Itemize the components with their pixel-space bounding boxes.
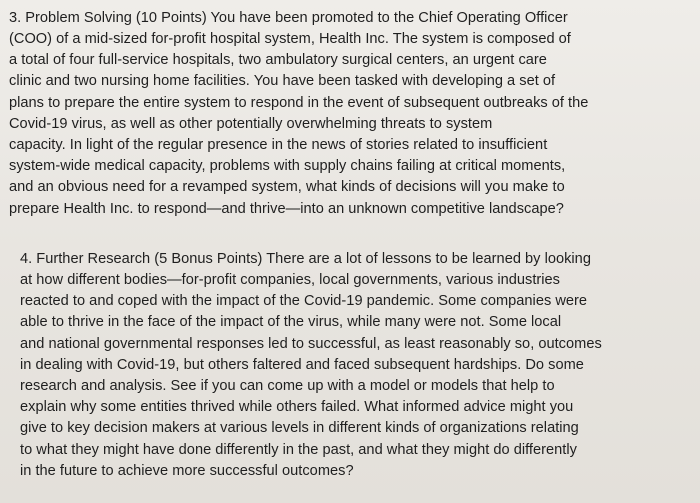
question-3-line: 3. Problem Solving (10 Points) You have been promoted to the Chief Operating Officer xyxy=(9,10,568,26)
question-4-line: at how different bodies—for-profit companies, local governments, various industries xyxy=(20,272,561,288)
question-4-line: 4. Further Research (5 Bonus Points) There are a lot of lessons to be learned by looking xyxy=(20,251,591,267)
question-3-line: clinic and two nursing home facilities. You have been tasked with developing a set of xyxy=(9,73,556,89)
question-4-line: able to thrive in the face of the impact of the virus, while many were not. Some local xyxy=(20,314,562,330)
question-3-line: prepare Health Inc. to respond—and thrive—into an unknown competitive landscape? xyxy=(9,201,564,217)
question-4-line: and national governmental responses led to successful, as least reasonably so, outcomes xyxy=(20,336,602,352)
question-3-line: capacity. In light of the regular presence in the news of stories related to insufficient xyxy=(9,137,548,153)
question-4-line: in dealing with Covid-19, but others faltered and faced subsequent hardships. Do some xyxy=(20,357,584,373)
question-4-line: reacted to and coped with the impact of the Covid-19 pandemic. Some companies were xyxy=(20,293,588,309)
question-3-line: and an obvious need for a revamped system, what kinds of decisions will you make to xyxy=(9,179,565,195)
question-4-line: explain why some entities thrived while others failed. What informed advice might you xyxy=(20,399,574,415)
question-4-line: in the future to achieve more successful outcomes? xyxy=(20,463,354,479)
question-4-line: research and analysis. See if you can come up with a model or models that help to xyxy=(20,378,555,394)
question-3-line: Covid-19 virus, as well as other potentially overwhelming threats to system xyxy=(9,116,493,132)
question-3-line: (COO) of a mid-sized for-profit hospital system, Health Inc. The system is composed of xyxy=(9,31,571,47)
question-3-line: a total of four full-service hospitals, two ambulatory surgical centers, an urgent care xyxy=(9,52,547,68)
question-3-line: plans to prepare the entire system to respond in the event of subsequent outbreaks of the xyxy=(9,95,589,111)
question-3-line: system-wide medical capacity, problems with supply chains failing at critical moments, xyxy=(9,158,566,174)
question-4-line: to what they might have done differently in the past, and what they might do differently xyxy=(20,442,577,458)
question-4-line: give to key decision makers at various levels in different kinds of organizations relating xyxy=(20,420,579,436)
